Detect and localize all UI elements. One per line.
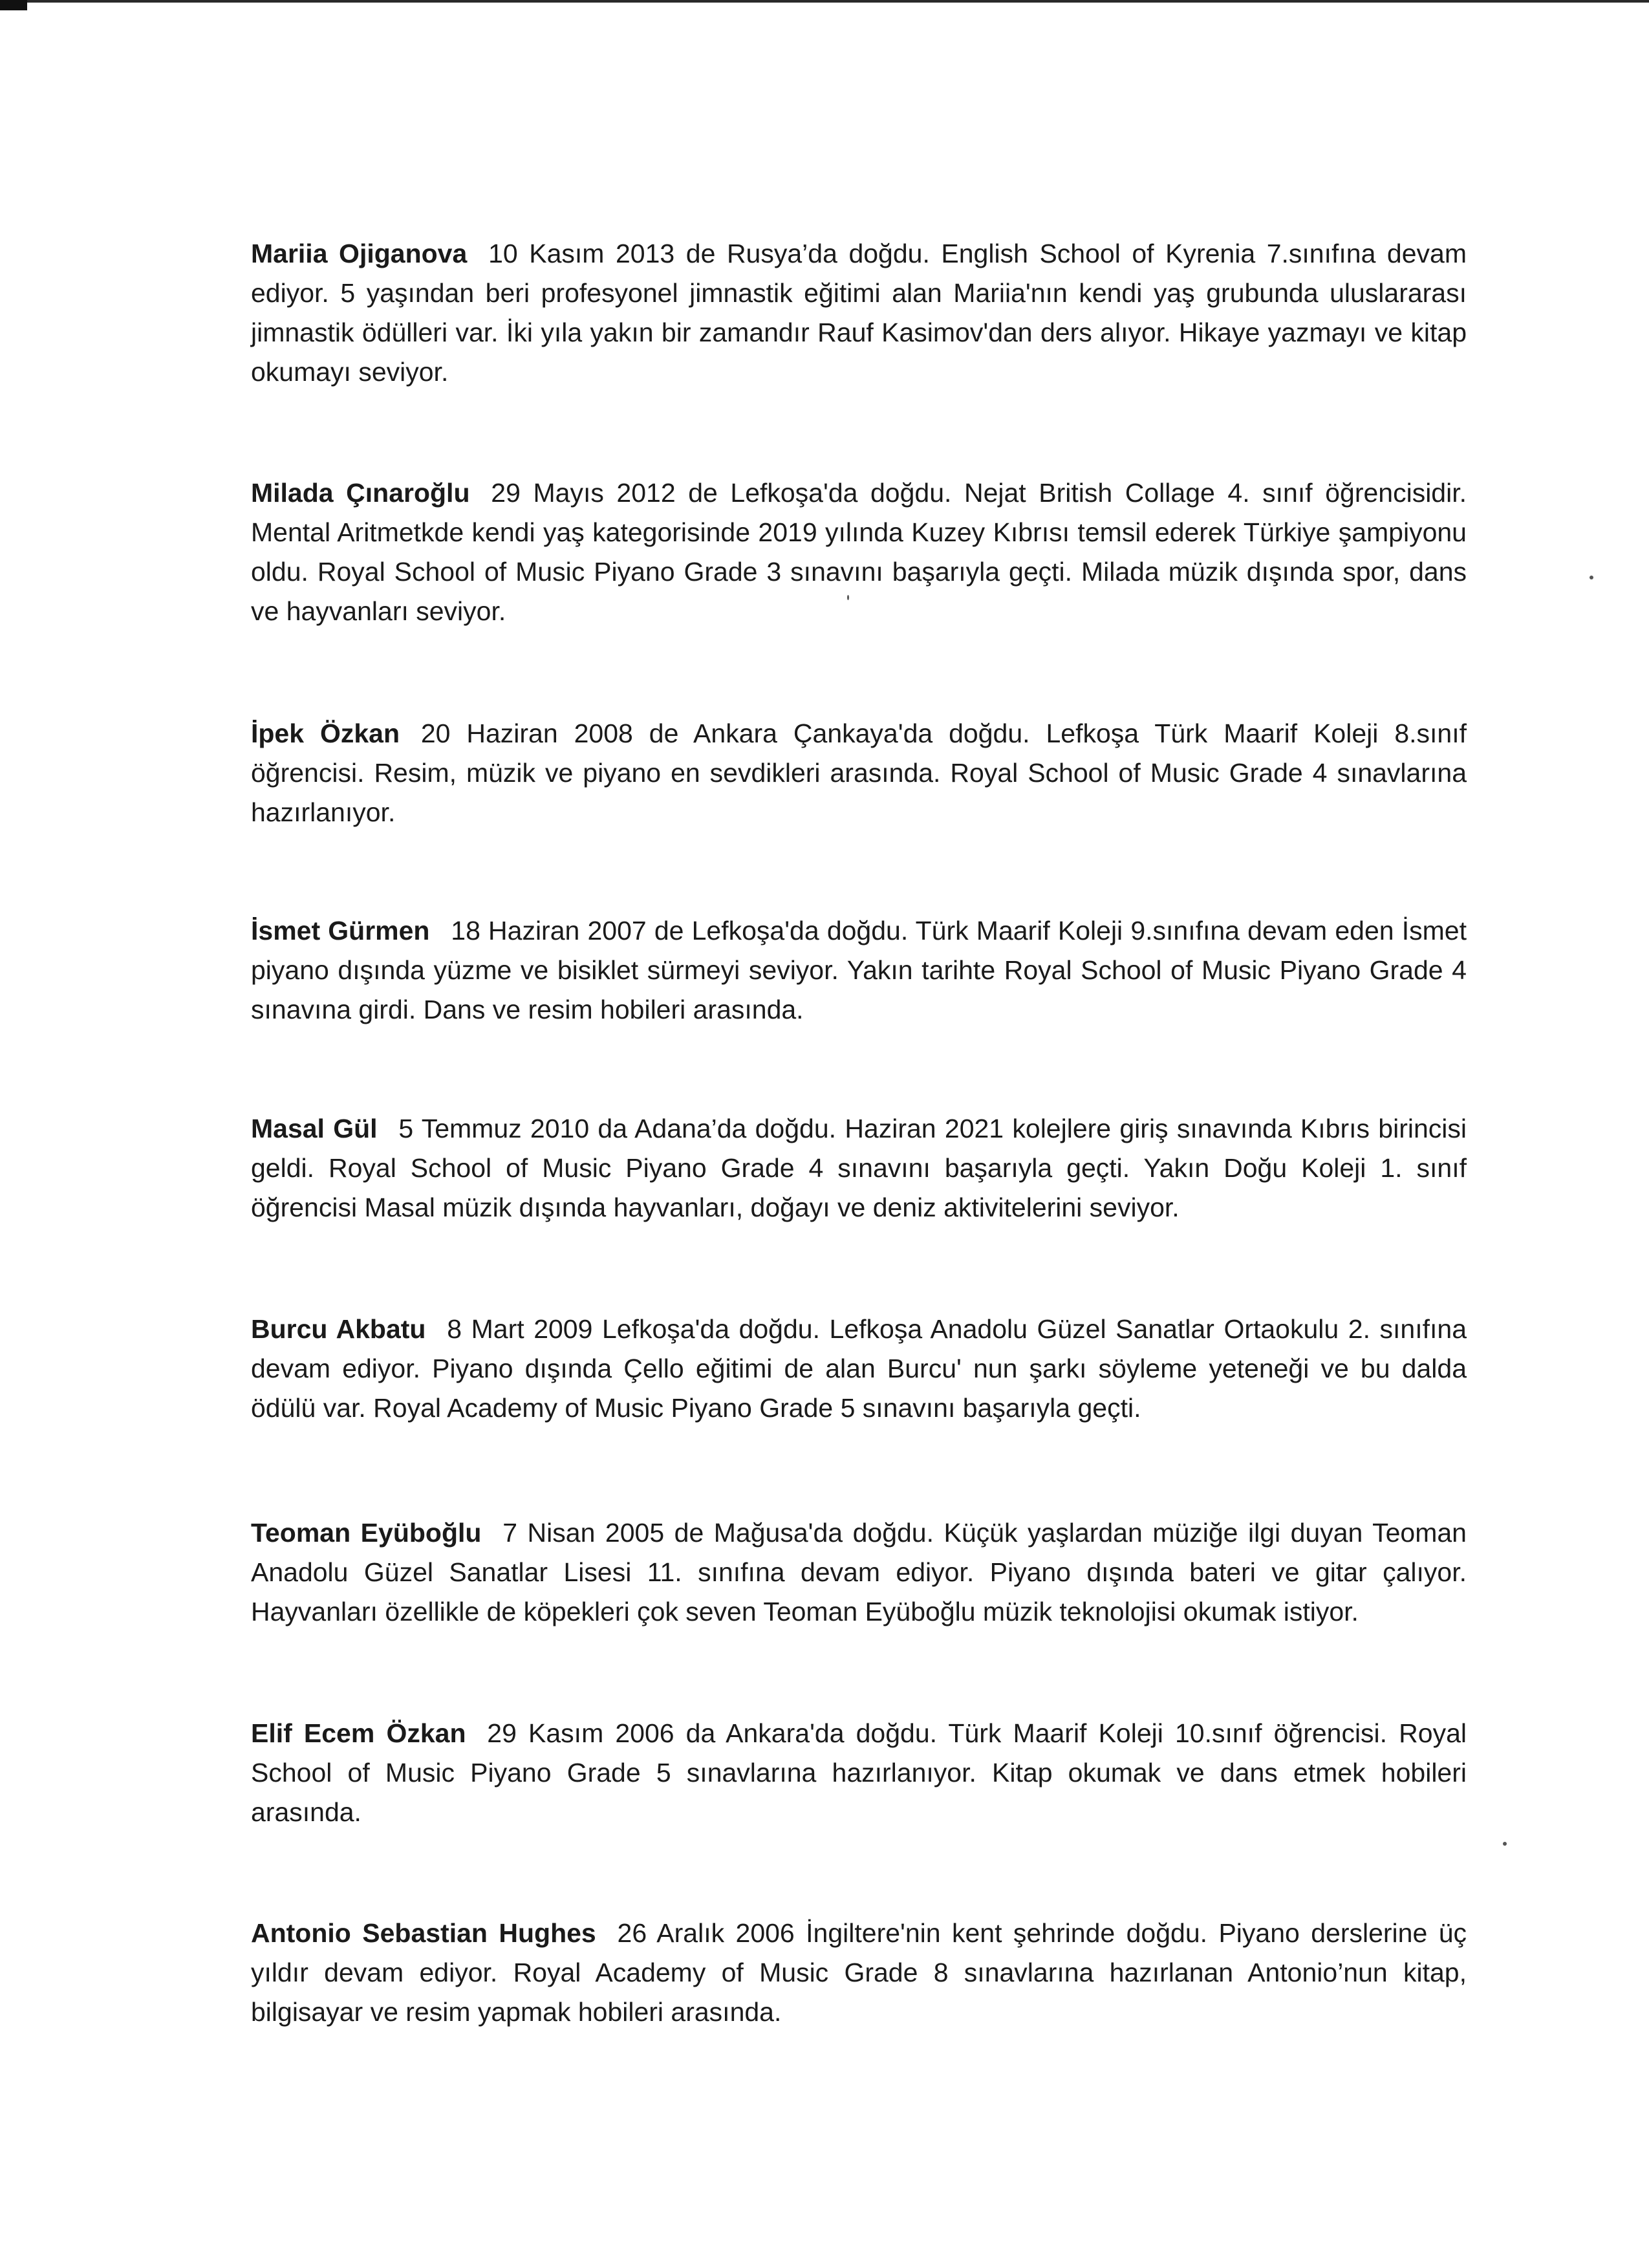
bio-text: 5 Temmuz 2010 da Adana’da doğdu. Haziran 2021 kolejlere giriş sınavında Kıbrıs birincisi geldi. Royal School of Music Piyano Grade 4 sınavını başarıyla geçti. Yakın Doğu Koleji 1. sınıf öğrencisi Masal müzik dışında hayvanları, doğayı ve deniz aktivitelerini seviyor.: [251, 1114, 1467, 1222]
bio-name: Elif Ecem Özkan: [251, 1718, 466, 1748]
bio-paragraph: [251, 1513, 1467, 1632]
bio-name: Mariia Ojiganova: [251, 239, 468, 268]
scan-corner-mark: [0, 0, 27, 10]
bio-paragraph: [251, 1310, 1467, 1428]
bio-name: İsmet Gürmen: [251, 916, 430, 945]
bio-paragraph: [251, 473, 1467, 631]
bio-name: Masal Gül: [251, 1114, 378, 1143]
bio-name: Teoman Eyüboğlu: [251, 1518, 482, 1548]
bio-text: 20 Haziran 2008 de Ankara Çankaya'da doğdu. Lefkoşa Türk Maarif Koleji 8.sınıf öğrencisi. Resim, müzik ve piyano en sevdikleri arasında. Royal School of Music Grade 4 sınavlarına hazırlanıyor.: [251, 718, 1467, 827]
bio-paragraph: [251, 234, 1467, 392]
scan-speck: [1590, 576, 1593, 579]
scan-edge-top: [0, 0, 1649, 3]
bio-text: 29 Mayıs 2012 de Lefkoşa'da doğdu. Nejat British Collage 4. sınıf öğrencisidir. Mental Aritmetkde kendi yaş kategorisinde 2019 yılında Kuzey Kıbrısı temsil ederek Türkiye şampiyonu oldu. Royal School of Music Piyano Grade 3 sınavını başarıyla geçti. Milada müzik dışında spor, dans ve hayvanları seviyor.: [251, 478, 1467, 626]
scan-speck: [1503, 1842, 1507, 1846]
bio-paragraph: [251, 1109, 1467, 1227]
bio-paragraph: [251, 1914, 1467, 2032]
bio-text: 18 Haziran 2007 de Lefkoşa'da doğdu. Türk Maarif Koleji 9.sınıfına devam eden İsmet piyano dışında yüzme ve bisiklet sürmeyi seviyor. Yakın tarihte Royal School of Music Piyano Grade 4 sınavına girdi. Dans ve resim hobileri arasında.: [251, 916, 1467, 1024]
bio-name: Burcu Akbatu: [251, 1314, 426, 1344]
bio-text: 8 Mart 2009 Lefkoşa'da doğdu. Lefkoşa Anadolu Güzel Sanatlar Ortaokulu 2. sınıfına devam ediyor. Piyano dışında Çello eğitimi de alan Burcu' nun şarkı söyleme yeteneği ve bu dalda ödülü var. Royal Academy of Music Piyano Grade 5 sınavını başarıyla geçti.: [251, 1314, 1467, 1423]
bio-paragraph: [251, 1714, 1467, 1832]
bio-text: 29 Kasım 2006 da Ankara'da doğdu. Türk Maarif Koleji 10.sınıf öğrencisi. Royal School of Music Piyano Grade 5 sınavlarına hazırlanıyor. Kitap okumak ve dans etmek hobileri arasında.: [251, 1718, 1467, 1827]
bio-text: 26 Aralık 2006 İngiltere'nin kent şehrinde doğdu. Piyano derslerine üç yıldır devam ediyor. Royal Academy of Music Grade 8 sınavlarına hazırlanan Antonio’nun kitap, bilgisayar ve resim yapmak hobileri arasında.: [251, 1918, 1467, 2027]
bio-text: 10 Kasım 2013 de Rusya’da doğdu. English School of Kyrenia 7.sınıfına devam ediyor. 5 yaşından beri profesyonel jimnastik eğitimi alan Mariia'nın kendi yaş grubunda uluslararası jimnastik ödülleri var. İki yıla yakın bir zamandır Rauf Kasimov'dan ders alıyor. Hikaye yazmayı ve kitap okumayı seviyor.: [251, 239, 1467, 387]
bio-name: Antonio Sebastian Hughes: [251, 1918, 596, 1948]
bio-paragraph: [251, 911, 1467, 1030]
bio-name: İpek Özkan: [251, 718, 400, 748]
bio-name: Milada Çınaroğlu: [251, 478, 470, 508]
bio-text: 7 Nisan 2005 de Mağusa'da doğdu. Küçük yaşlardan müziğe ilgi duyan Teoman Anadolu Güzel Sanatlar Lisesi 11. sınıfına devam ediyor. Piyano dışında bateri ve gitar çalıyor. Hayvanları özellikle de köpekleri çok seven Teoman Eyüboğlu müzik teknolojisi okumak istiyor.: [251, 1518, 1467, 1626]
bio-paragraph: [251, 714, 1467, 832]
